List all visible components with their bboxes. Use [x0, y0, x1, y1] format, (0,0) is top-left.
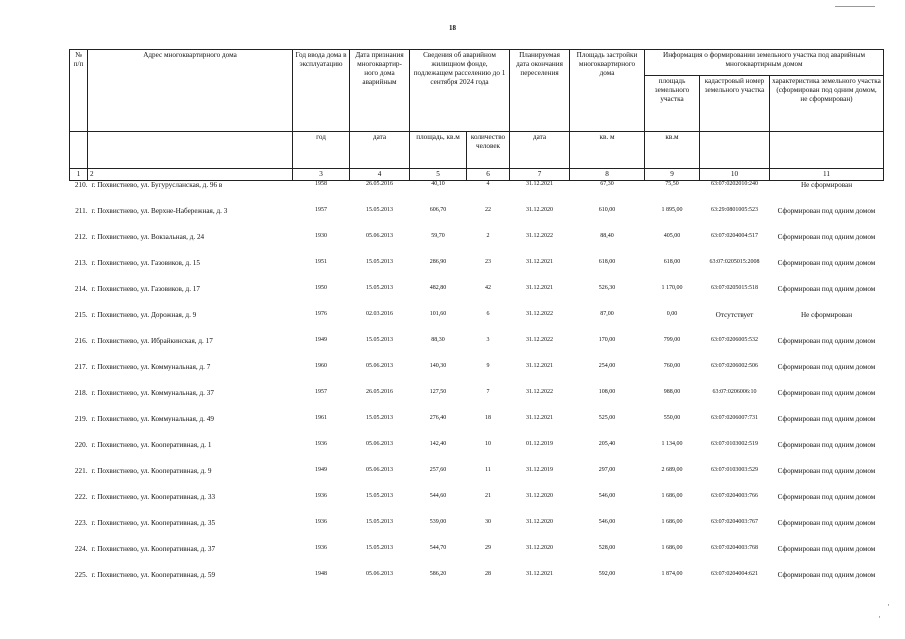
row-area: 276,40	[429, 414, 447, 421]
row-land-status: Сформирован под одним домом	[777, 492, 876, 501]
row-land-area: 1 686,00	[661, 544, 683, 551]
row-number: 211.	[75, 206, 88, 215]
table-row	[70, 467, 884, 493]
row-year: 1936	[315, 440, 327, 447]
row-build-area: 528,00	[598, 544, 616, 551]
row-recognition-date: 15.05.2013	[366, 492, 393, 499]
row-cadastral: 63:07:0205015:2008	[709, 258, 760, 265]
row-number: 215.	[74, 310, 88, 319]
row-area: 59,70	[431, 232, 445, 239]
row-build-area: 297,00	[598, 466, 616, 473]
row-land-status: Сформирован под одним домом	[777, 206, 876, 215]
row-address: г. Похвистнево, ул. Кооперативная, д. 35	[91, 518, 216, 527]
row-number: 223.	[74, 518, 88, 527]
row-year: 1957	[315, 206, 327, 213]
row-recognition-date: 15.05.2013	[366, 336, 393, 343]
row-year: 1976	[315, 310, 327, 317]
unit-blank	[88, 132, 293, 169]
row-cadastral: 63:07:0206007:731	[710, 414, 758, 421]
row-people: 4	[486, 181, 490, 187]
row-build-area: 254,00	[598, 362, 616, 369]
row-recognition-date: 15.05.2013	[366, 258, 393, 265]
row-planned-date: 31.12.2021	[526, 362, 553, 369]
row-recognition-date: 15.05.2013	[366, 206, 393, 213]
row-planned-date: 31.12.2019	[526, 466, 553, 473]
row-land-status: Сформирован под одним домом	[777, 544, 876, 553]
table-row	[70, 311, 884, 337]
row-people: 2	[486, 232, 490, 239]
row-area: 482,80	[429, 284, 447, 291]
row-number: 210.	[74, 181, 88, 189]
scan-speck: ·	[878, 612, 881, 622]
row-recognition-date: 05.06.2013	[366, 570, 393, 577]
row-recognition-date: 15.05.2013	[366, 544, 393, 551]
row-cadastral: 63:29:0801005:523	[710, 206, 758, 213]
row-number: 221.	[74, 466, 88, 475]
row-people: 22	[485, 206, 491, 213]
row-number: 217.	[74, 362, 88, 371]
row-land-area: 1 686,00	[661, 492, 683, 499]
row-people: 18	[485, 414, 491, 421]
row-cadastral: 63:07:0204003:767	[710, 518, 758, 525]
row-planned-date: 31.12.2021	[526, 284, 553, 291]
row-planned-date: 01.12.2019	[526, 440, 553, 447]
header-year: Год ввода дома в эксплуатацию	[293, 50, 350, 132]
scan-speck: ·	[887, 600, 890, 610]
column-number: 8	[570, 169, 645, 181]
row-address: г. Похвистнево, ул. Дорожная, д. 9	[91, 310, 197, 319]
column-number: 11	[770, 169, 884, 181]
row-year: 1961	[315, 414, 327, 421]
row-cadastral: 63:07:0204004:621	[710, 570, 758, 577]
row-build-area: 205,40	[598, 440, 616, 447]
row-recognition-date: 26.05.2016	[366, 181, 393, 187]
table-row	[70, 181, 884, 207]
table-row	[70, 285, 884, 311]
row-build-area: 87,00	[600, 310, 614, 317]
row-land-status: Не сформирован	[800, 310, 853, 319]
row-cadastral: 63:07:0202010:240	[710, 181, 758, 187]
unit-area: площадь, кв.м	[410, 132, 467, 169]
column-number: 10	[700, 169, 770, 181]
row-planned-date: 31.12.2021	[526, 414, 553, 421]
unit-date-planned: дата	[510, 132, 570, 169]
row-year: 1936	[315, 518, 327, 525]
row-planned-date: 31.12.2020	[526, 518, 553, 525]
row-year: 1936	[315, 492, 327, 499]
row-land-status: Не сформирован	[800, 181, 853, 189]
row-recognition-date: 26.05.2016	[366, 388, 393, 395]
row-number: 214.	[74, 284, 88, 293]
row-build-area: 170,00	[598, 336, 616, 343]
row-number: 220.	[74, 440, 88, 449]
table-row	[70, 363, 884, 389]
row-recognition-date: 02.03.2016	[366, 310, 393, 317]
row-land-status: Сформирован под одним домом	[777, 440, 876, 449]
column-number: 7	[510, 169, 570, 181]
row-planned-date: 31.12.2022	[526, 310, 553, 317]
row-address: г. Похвистнево, ул. Коммунальная, д. 37	[91, 388, 214, 397]
row-land-status: Сформирован под одним домом	[777, 518, 876, 527]
unit-blank	[700, 132, 770, 169]
header-emergency-info: Сведения об аварийном жилищном фонде, подлежащем расселению до 1 сентября 2024 года	[410, 50, 510, 132]
column-number: 6	[467, 169, 510, 181]
column-number: 9	[645, 169, 700, 181]
row-land-status: Сформирован под одним домом	[777, 362, 876, 371]
row-area: 586,20	[429, 570, 447, 577]
row-address: г. Похвистнево, ул. Кооперативная, д. 1	[91, 440, 212, 449]
row-number: 218.	[74, 388, 88, 397]
row-number: 225.	[74, 570, 88, 579]
row-people: 3	[486, 336, 490, 343]
row-address: г. Похвистнево, ул. Вокзальная, д. 24	[91, 232, 205, 241]
row-address: г. Похвистнево, ул. Газовиков, д. 15	[91, 258, 200, 267]
row-area: 40,10	[431, 181, 445, 187]
row-land-status: Сформирован под одним домом	[777, 570, 876, 579]
unit-sqm-land: кв.м	[645, 132, 700, 169]
row-cadastral: 63:07:0204003:766	[710, 492, 758, 499]
row-land-status: Сформирован под одним домом	[777, 388, 876, 397]
row-year: 1960	[315, 362, 327, 369]
column-number: 3	[293, 169, 350, 181]
header-recognition: Дата признания многоквартир-ного дома аварийным	[350, 50, 410, 132]
row-land-area: 799,00	[663, 336, 681, 343]
row-land-status: Сформирован под одним домом	[777, 232, 876, 241]
row-land-area: 988,00	[663, 388, 681, 395]
row-area: 544,70	[429, 544, 447, 551]
row-cadastral: 63:07:0205015:518	[710, 284, 758, 291]
row-build-area: 67,30	[600, 181, 614, 187]
row-area: 88,30	[431, 336, 445, 343]
row-area: 539,00	[429, 518, 447, 525]
row-cadastral: 63:07:0204004:517	[710, 232, 758, 239]
row-land-area: 550,00	[663, 414, 681, 421]
row-people: 21	[485, 492, 491, 499]
row-year: 1930	[315, 232, 327, 239]
row-land-area: 1 170,00	[661, 284, 683, 291]
row-year: 1936	[315, 544, 327, 551]
row-people: 11	[485, 466, 491, 473]
row-build-area: 610,00	[598, 206, 616, 213]
row-cadastral: 63:07:0206006:10	[712, 388, 757, 395]
row-planned-date: 31.12.2020	[526, 206, 553, 213]
row-recognition-date: 15.05.2013	[366, 284, 393, 291]
row-address: г. Похвистнево, ул. Кооперативная, д. 33	[91, 492, 216, 501]
page-number: 18	[449, 24, 456, 32]
row-land-status: Сформирован под одним домом	[777, 414, 876, 423]
unit-blank	[770, 132, 884, 169]
row-build-area: 108,00	[598, 388, 616, 395]
row-land-area: 2 689,00	[661, 466, 683, 473]
row-people: 28	[485, 570, 491, 577]
table-row	[70, 415, 884, 441]
row-people: 30	[485, 518, 491, 525]
row-year: 1950	[315, 284, 327, 291]
column-number: 1	[70, 169, 88, 181]
table-row	[70, 233, 884, 259]
table-row	[70, 519, 884, 545]
row-planned-date: 31.12.2022	[526, 232, 553, 239]
row-cadastral: 63:07:0206002:506	[710, 362, 758, 369]
row-area: 606,70	[429, 206, 447, 213]
row-number: 219.	[74, 414, 88, 423]
table-row	[70, 207, 884, 233]
row-address: г. Похвистнево, ул. Коммунальная, д. 49	[91, 414, 214, 423]
row-area: 127,50	[429, 388, 447, 395]
table-row	[70, 337, 884, 363]
row-year: 1949	[315, 466, 327, 473]
row-planned-date: 31.12.2020	[526, 492, 553, 499]
row-land-status: Сформирован под одним домом	[777, 284, 876, 293]
row-build-area: 546,00	[598, 518, 616, 525]
row-address: г. Похвистнево, ул. Верхне-Набережная, д. 3	[91, 206, 228, 215]
row-address: г. Похвистнево, ул. Бугурусланская, д. 96 в	[91, 181, 223, 189]
row-people: 6	[486, 310, 490, 317]
header-cadastral: кадастровый номер земельного участка	[700, 76, 770, 132]
unit-people: количество человек	[467, 132, 510, 169]
row-land-area: 0,00	[666, 310, 678, 317]
row-planned-date: 31.12.2021	[526, 570, 553, 577]
row-people: 9	[486, 362, 490, 369]
row-people: 7	[486, 388, 490, 395]
row-cadastral: 63:07:0204003:768	[710, 544, 758, 551]
row-area: 544,60	[429, 492, 447, 499]
row-recognition-date: 05.06.2013	[366, 466, 393, 473]
column-number: 5	[410, 169, 467, 181]
row-year: 1951	[315, 258, 327, 265]
row-area: 140,30	[429, 362, 447, 369]
row-build-area: 618,00	[598, 258, 616, 265]
row-people: 29	[485, 544, 491, 551]
table-row	[70, 259, 884, 285]
row-build-area: 592,00	[598, 570, 616, 577]
emergency-housing-table	[69, 49, 884, 597]
row-land-area: 1 874,00	[661, 570, 683, 577]
row-cadastral: Отсутствует	[715, 310, 754, 319]
row-people: 42	[485, 284, 491, 291]
row-people: 23	[485, 258, 491, 265]
row-year: 1957	[315, 388, 327, 395]
row-number: 213.	[74, 258, 88, 267]
row-recognition-date: 05.06.2013	[366, 232, 393, 239]
row-year: 1948	[315, 570, 327, 577]
row-area: 257,60	[429, 466, 447, 473]
header-build-area: Площадь застройки многоквартирного дома	[570, 50, 645, 132]
row-area: 101,60	[429, 310, 447, 317]
row-planned-date: 31.12.2020	[526, 544, 553, 551]
row-number: 216.	[74, 336, 88, 345]
row-people: 10	[485, 440, 491, 447]
table-row	[70, 545, 884, 571]
row-build-area: 525,00	[598, 414, 616, 421]
row-cadastral: 63:07:0103002:519	[710, 440, 758, 447]
row-planned-date: 31.12.2022	[526, 388, 553, 395]
header-num: № п/п	[70, 50, 88, 132]
row-cadastral: 63:07:0206005:532	[710, 336, 758, 343]
row-planned-date: 31.12.2021	[526, 181, 553, 187]
row-build-area: 526,30	[598, 284, 616, 291]
column-number: 2	[88, 169, 293, 181]
row-land-area: 760,00	[663, 362, 681, 369]
row-recognition-date: 05.06.2013	[366, 440, 393, 447]
row-land-status: Сформирован под одним домом	[777, 336, 876, 345]
header-planned-date: Планируемая дата окончания переселения	[510, 50, 570, 132]
row-area: 142,40	[429, 440, 447, 447]
unit-date: дата	[350, 132, 410, 169]
row-land-status: Сформирован под одним домом	[777, 466, 876, 475]
row-land-area: 405,00	[663, 232, 681, 239]
row-build-area: 88,40	[600, 232, 614, 239]
table-row	[70, 389, 884, 415]
row-area: 286,90	[429, 258, 447, 265]
table-row	[70, 441, 884, 467]
row-year: 1958	[315, 181, 327, 187]
header-address: Адрес многоквартирного дома	[88, 50, 293, 132]
row-land-status: Сформирован под одним домом	[777, 258, 876, 267]
row-number: 224.	[74, 544, 88, 553]
row-land-area: 1 134,00	[661, 440, 683, 447]
row-number: 222.	[74, 492, 88, 501]
row-land-area: 1 895,00	[661, 206, 683, 213]
row-recognition-date: 05.06.2013	[366, 362, 393, 369]
header-land-characteristic: характеристика земельного участка (сформирован под одним домом, не сформирован)	[770, 76, 884, 132]
table-row	[70, 571, 884, 597]
corner-scan-line	[835, 6, 875, 7]
unit-year: год	[293, 132, 350, 169]
row-land-area: 618,00	[663, 258, 681, 265]
column-number: 4	[350, 169, 410, 181]
row-cadastral: 63:07:0103003:529	[710, 466, 758, 473]
header-land-info: Информация о формировании земельного участка под аварийным многоквартирным домом	[645, 50, 884, 76]
row-number: 212.	[74, 232, 88, 241]
unit-blank	[70, 132, 88, 169]
row-address: г. Похвистнево, ул. Коммунальная, д. 7	[91, 362, 211, 371]
row-planned-date: 31.12.2021	[526, 258, 553, 265]
row-planned-date: 31.12.2022	[526, 336, 553, 343]
row-build-area: 546,00	[598, 492, 616, 499]
row-land-area: 75,50	[665, 181, 679, 187]
row-year: 1949	[315, 336, 327, 343]
row-address: г. Похвистнево, ул. Кооперативная, д. 9	[91, 466, 212, 475]
row-address: г. Похвистнево, ул. Ибрайкинская, д. 17	[91, 336, 213, 345]
header-land-area: площадь земельного участка	[645, 76, 700, 132]
row-recognition-date: 15.05.2013	[366, 414, 393, 421]
row-recognition-date: 15.05.2013	[366, 518, 393, 525]
unit-sqm: кв. м	[570, 132, 645, 169]
row-land-area: 1 686,00	[661, 518, 683, 525]
table-body	[70, 181, 884, 597]
row-address: г. Похвистнево, ул. Газовиков, д. 17	[91, 284, 200, 293]
row-address: г. Похвистнево, ул. Кооперативная, д. 59	[91, 570, 216, 579]
table-row	[70, 493, 884, 519]
row-address: г. Похвистнево, ул. Кооперативная, д. 37	[91, 544, 216, 553]
